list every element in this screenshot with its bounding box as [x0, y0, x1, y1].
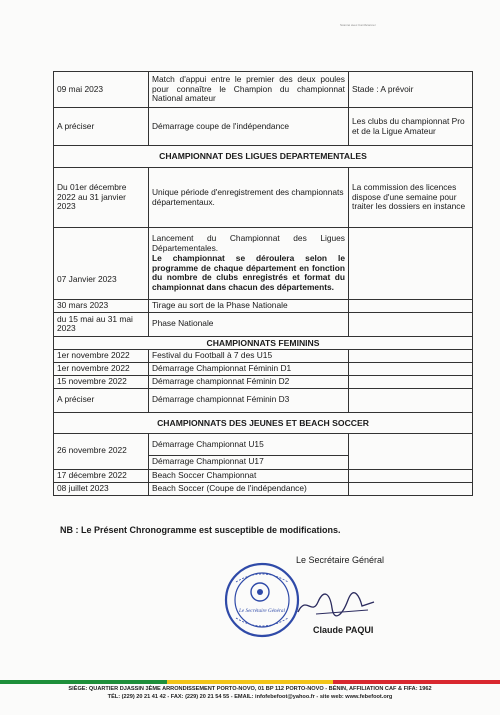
- table-row: [54, 388, 473, 412]
- table-row: [54, 469, 473, 482]
- stamp-text: Le Secrétaire Général: [239, 608, 285, 614]
- date-cell: A préciser: [54, 108, 149, 146]
- note-cell: [349, 312, 473, 336]
- description-bold-text: Le championnat se déroulera selon le programme de chaque département en fonction du nombre de clubs enregistrés et format du championnat dans chacun des départements.: [152, 252, 345, 293]
- note-cell: [349, 388, 473, 412]
- handwritten-signature: [296, 590, 376, 620]
- description-text: Lancement du Championnat des Ligues Départementales.: [152, 232, 345, 253]
- description-cell: Beach Soccer Championnat: [149, 469, 349, 482]
- description-cell: Festival du Football à 7 des U15: [149, 350, 349, 363]
- date-cell: du 15 mai au 31 mai 2023: [54, 312, 149, 336]
- date-cell: 17 décembre 2022: [54, 469, 149, 482]
- note-cell: [349, 469, 473, 482]
- note-cell: [349, 228, 473, 300]
- table-row: [54, 168, 473, 228]
- description-cell: Démarrage Championnat Féminin D1: [149, 362, 349, 375]
- description-text: Démarrage Championnat U17: [149, 455, 348, 467]
- note-cell: La commission des licences dispose d'une semaine pour traiter les dossiers en instance: [349, 168, 473, 228]
- table-row: [54, 433, 473, 469]
- footer-address: SIÈGE: QUARTIER DJASSIN 3ÈME ARRONDISSEMENT PORTO-NOVO, 01 BP 112 PORTO-NOVO - BÉNIN, AFFILIATION CAF & FIFA: 1962: [68, 686, 432, 692]
- date-cell: 1er novembre 2022: [54, 350, 149, 363]
- description-cell: [149, 228, 349, 300]
- description-text: Démarrage Championnat U15: [152, 438, 264, 449]
- note-cell: [349, 375, 473, 388]
- official-stamp: [222, 560, 302, 640]
- section-header-row: [54, 146, 473, 168]
- note-cell: [349, 482, 473, 495]
- table-row: [54, 362, 473, 375]
- note-cell: [349, 350, 473, 363]
- description-cell: Démarrage championnat Féminin D3: [149, 388, 349, 412]
- description-cell: Démarrage coupe de l'indépendance: [149, 108, 349, 146]
- note-cell: Les clubs du championnat Pro et de la Ligue Amateur: [349, 108, 473, 146]
- table-row: [54, 72, 473, 108]
- signatory-title: Le Secrétaire Général: [296, 555, 385, 565]
- description-cell: [149, 433, 349, 469]
- footer-bar-yellow: [167, 680, 334, 684]
- table-row: [54, 228, 473, 300]
- nb-note: NB : Le Présent Chronogramme est susceptible de modifications.: [60, 525, 341, 535]
- date-cell: 08 juillet 2023: [54, 482, 149, 495]
- table-row: [54, 312, 473, 336]
- date-cell: 15 novembre 2022: [54, 375, 149, 388]
- footer-color-bar: [0, 680, 500, 684]
- description-cell: Match d'appui entre le premier des deux poules pour connaître le Champion du championnat National amateur: [149, 72, 349, 108]
- date-cell: 1er novembre 2022: [54, 362, 149, 375]
- table-row: [54, 350, 473, 363]
- footer-bar-green: [0, 680, 167, 684]
- section-title-ligues: CHAMPIONNAT DES LIGUES DEPARTEMENTALES: [54, 146, 473, 168]
- description-cell: Démarrage championnat Féminin D2: [149, 375, 349, 388]
- note-cell: [349, 362, 473, 375]
- note-cell: [349, 300, 473, 313]
- chronogram-table: [53, 71, 473, 496]
- note-cell: [349, 433, 473, 469]
- signatory-name: Claude PAQUI: [313, 625, 374, 635]
- footer-contact: TÉL: (229) 20 21 41 42 - FAX: (229) 20 21 54 55 - EMAIL: infofebefoot@yahoo.fr - site web: www.febefoot.org: [107, 694, 393, 700]
- description-cell: Phase Nationale: [149, 312, 349, 336]
- date-cell: 26 novembre 2022: [54, 433, 149, 469]
- table-row: [54, 300, 473, 313]
- table-row: [54, 375, 473, 388]
- section-header-row: [54, 412, 473, 433]
- section-header-row: [54, 336, 473, 349]
- table-row: [54, 482, 473, 495]
- description-cell: Beach Soccer (Coupe de l'indépendance): [149, 482, 349, 495]
- date-cell: A préciser: [54, 388, 149, 412]
- section-title-jeunes: CHAMPIONNATS DES JEUNES ET BEACH SOCCER: [54, 412, 473, 433]
- description-cell: Tirage au sort de la Phase Nationale: [149, 300, 349, 313]
- section-title-feminins: CHAMPIONNATS FEMININS: [54, 336, 473, 349]
- table-row: [54, 108, 473, 146]
- description-cell: Unique période d'enregistrement des championnats départementaux.: [149, 168, 349, 228]
- footer-bar-red: [333, 680, 500, 684]
- scanner-watermark: Scanné avec CamScanner: [340, 23, 376, 27]
- date-cell: Du 01er décembre 2022 au 31 janvier 2023: [54, 168, 149, 228]
- date-cell: 09 mai 2023: [54, 72, 149, 108]
- date-cell: 07 Janvier 2023: [54, 228, 149, 300]
- date-cell: 30 mars 2023: [54, 300, 149, 313]
- note-cell: Stade : A prévoir: [349, 72, 473, 108]
